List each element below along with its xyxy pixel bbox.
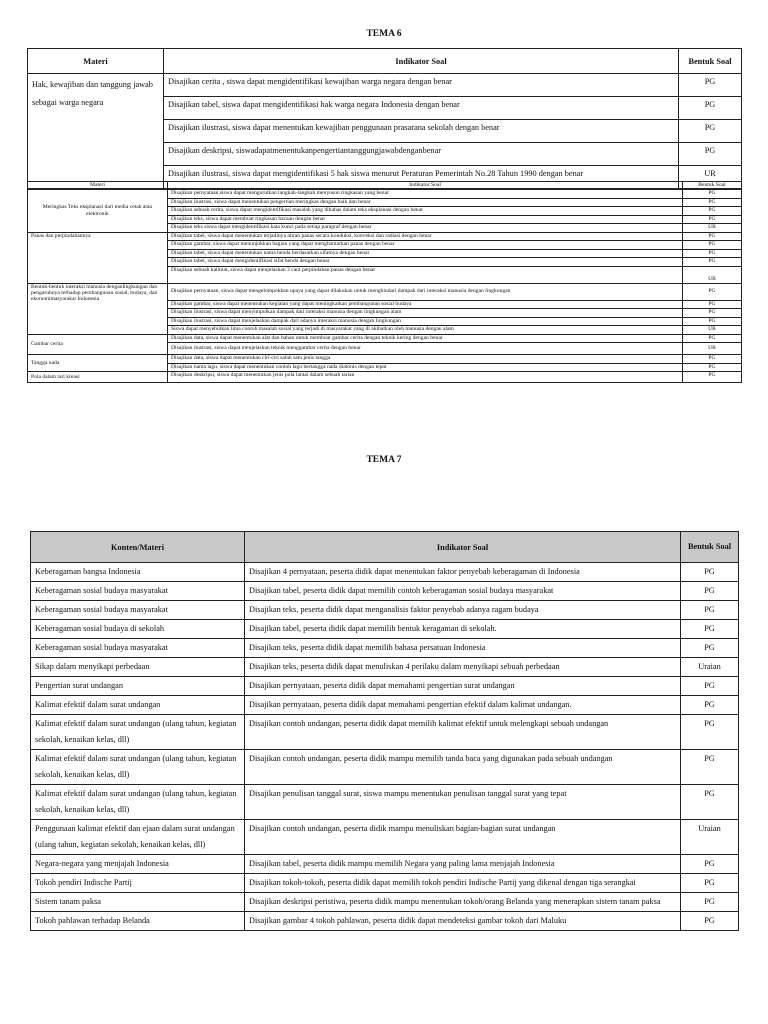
indikator-cell: Disajikan nama lagu, siswa dapat menentukan contoh lagu bertangga nada diatonis dengan tepat — [168, 363, 683, 372]
indikator-cell: Siswa dapat menyebutkan lima contoh masalah sosial yang terjadi di masyarakat yang di akibatkan oleh manusia dengan alam — [168, 326, 683, 335]
bentuk-cell: PG — [681, 620, 739, 639]
tema7-table — [30, 531, 739, 931]
bentuk-cell: PG — [683, 317, 742, 326]
bentuk-cell: UR — [679, 166, 742, 189]
indikator-cell: Disajikan ilustrasi, siswa dapat menjelaskan dampak dari adanya interaksi manusia dengan lingkungan — [168, 317, 683, 326]
indikator-cell: Disajikan pernyataan,siswa dapat mengurutkan langkah-langkah menyusun ringkasan yang benar — [168, 190, 683, 199]
bentuk-cell: Uraian — [681, 658, 739, 677]
bentuk-cell: PG — [683, 363, 742, 372]
materi-cell: Sistem tanam paksa — [31, 893, 245, 912]
table-row — [28, 232, 742, 241]
bentuk-cell: PG — [681, 582, 739, 601]
bentuk-cell: PG — [681, 912, 739, 931]
table-row — [28, 74, 742, 97]
table-row — [28, 190, 742, 199]
bentuk-cell: PG — [681, 874, 739, 893]
header-materi: Konten/Materi — [31, 532, 245, 563]
table-row — [31, 639, 739, 658]
tema6-title: TEMA 6 — [366, 29, 402, 39]
bentuk-cell: PG — [681, 715, 739, 750]
header-indikator: Indikator Soal — [168, 182, 683, 190]
materi-cell: Tokoh pahlawan terhadap Belanda — [31, 912, 245, 931]
materi-cell: Panas dan perpindahannya — [28, 232, 168, 283]
bentuk-cell: PG — [683, 372, 742, 383]
tema7-table-body — [31, 563, 739, 931]
table-row — [31, 750, 739, 785]
indikator-cell: Disajikan contoh undangan, peserta didik mampu menuliskan bagian-bagian surat undangan — [245, 820, 681, 855]
indikator-cell: Disajikan teks, siswa dapat membuat ringkasan bacaan dengan benar — [168, 215, 683, 224]
bentuk-cell: PG — [681, 563, 739, 582]
bentuk-cell: PG — [683, 249, 742, 258]
table-row — [31, 563, 739, 582]
bentuk-cell: UR — [683, 326, 742, 335]
indikator-cell: Disajikan tabel, siswa dapat mengidentifikasi hak warga negara Indonesia dengan benar — [164, 97, 679, 120]
indikator-cell: Disajikan ilustrasi, siswa dapat menyimpulkan dampak dari interaksi manusia dengan lingkungan alam — [168, 309, 683, 318]
bentuk-cell: PG — [683, 355, 742, 364]
bentuk-cell: PG — [681, 855, 739, 874]
materi-cell: Gambar cerita — [28, 334, 168, 355]
indikator-cell: Disajikan ilustrasi, siswa dapat menentukan pengertian meringkas dengan baik dan benar — [168, 198, 683, 207]
bentuk-cell: PG — [683, 215, 742, 224]
indikator-cell: Disajikan teks, peserta didik dapat menganalisis faktor penyebab adanya ragam budaya — [245, 601, 681, 620]
indikator-cell: Disajikan teks, peserta didik dapat menuliskan 4 perilaku dalam menyikapi sebuah perbedaan — [245, 658, 681, 677]
bentuk-cell: PG — [683, 198, 742, 207]
header-bentuk: Bentuk Soal — [683, 182, 742, 190]
indikator-cell: Disajikan teks siswa dapat mengidentifikasi kata kunci pada setiap paragraf dengan benar — [168, 224, 683, 233]
materi-cell: Kalimat efektif dalam surat undangan (ulang tahun, kegiatan sekolah, kenaikan kelas, dll) — [31, 715, 245, 750]
bentuk-cell: PG — [683, 232, 742, 241]
header-bentuk: Bentuk Soal — [679, 49, 742, 74]
materi-cell: Pengertian surat undangan — [31, 677, 245, 696]
bentuk-cell: Uraian — [681, 820, 739, 855]
indikator-cell: Disajikan 4 pernyataan, peserta didik dapat menentukan faktor penyebab keberagaman di Indonesia — [245, 563, 681, 582]
materi-cell: Tangga nada — [28, 355, 168, 372]
header-indikator: Indikator Soal — [245, 532, 681, 563]
table-row — [31, 785, 739, 820]
bentuk-cell: PG — [683, 283, 742, 300]
indikator-cell: Disajikan tabel, siswa dapat menentukan terjadinya aliran panas secara konduksi, konveksi dan radiasi dengan benar — [168, 232, 683, 241]
indikator-cell: Disajikan sebuah kalimat, siswa dapat menjelaskan 3 cara perpindahan panas dengan benar — [168, 266, 683, 283]
indikator-cell: Disajikan gambar, siswa dapat menentukan kegiatan yang dapat meningkatkan pembangunan sosial budaya — [168, 300, 683, 309]
table-row — [28, 372, 742, 383]
bentuk-cell: PG — [683, 300, 742, 309]
bentuk-cell: PG — [683, 207, 742, 216]
indikator-cell: Disajikan contoh undangan, peserta didik dapat memilih kalimat efektif untuk melengkapi sebuah undangan — [245, 715, 681, 750]
materi-cell: Bentuk-bentuk interaksi manusia denganlingkungan dan pengaruhnya terhadap pembangunan sosial, budaya, dan ekonomimasyarakat Indonesia — [28, 283, 168, 334]
indikator-cell: Disajikan tabel, siswa dapat menentukan nama benda berdasarkan sifatnya dengan benar — [168, 249, 683, 258]
tema6-table-1 — [27, 48, 742, 189]
bentuk-cell: PG — [683, 334, 742, 343]
table-row — [31, 912, 739, 931]
table-row — [31, 658, 739, 677]
indikator-cell: Disajikan gambar, siswa dapat menunjukkan bagian yang dapat menghantarkan panas dengan benar — [168, 241, 683, 250]
indikator-cell: Disajikan ilustrasi, siswa dapat menentukan kewajiban penggunaan prasarana sekolah dengan benar — [164, 120, 679, 143]
table-row — [31, 696, 739, 715]
materi-cell: Keberagaman bangsa Indonesia — [31, 563, 245, 582]
table-row — [31, 582, 739, 601]
table-row — [31, 715, 739, 750]
table-row — [28, 283, 742, 300]
table-row — [31, 601, 739, 620]
indikator-cell: Disajikan tokoh-tokoh, peserta didik dapat memilih tokoh pendiri Indische Partij yang dikenal dengan tiga serangkai — [245, 874, 681, 893]
indikator-cell: Disajikan data, siswa dapat menentukan ciri-ciri salah satu jenis tangga — [168, 355, 683, 364]
indikator-cell: Disajikan tabel, peserta didik dapat memilih contoh keberagaman sosial budaya masyarakat — [245, 582, 681, 601]
table-row — [31, 620, 739, 639]
indikator-cell: Disajikan cerita , siswa dapat mengidentifikasi kewajiban warga negara dengan benar — [164, 74, 679, 97]
indikator-cell: Disajikan pernyataan, peserta didik dapat memahami pengertian surat undangan — [245, 677, 681, 696]
bentuk-cell: UR — [683, 224, 742, 233]
materi-cell: Tokoh pendiri Indische Partij — [31, 874, 245, 893]
materi-cell: Kalimat efektif dalam surat undangan (ulang tahun, kegiatan sekolah, kenaikan kelas, dll) — [31, 785, 245, 820]
table-row — [31, 874, 739, 893]
header-bentuk: Bentuk Soal — [681, 532, 739, 563]
materi-cell: Kalimat efektif dalam surat undangan (ulang tahun, kegiatan sekolah, kenaikan kelas, dll) — [31, 750, 245, 785]
bentuk-cell: PG — [681, 639, 739, 658]
indikator-cell: Disajikan contoh undangan, peserta didik mampu memilih tanda baca yang digunakan pada sebuah undangan — [245, 750, 681, 785]
materi-cell: Sikap dalam menyikapi perbedaan — [31, 658, 245, 677]
materi-cell: Penggunaan kalimat efektif dan ejaan dalam surat undangan (ulang tahun, kegiatan sekolah, kenaikan kelas, dll) — [31, 820, 245, 855]
materi-cell: Hak, kewajiban dan tanggung jawab sebagai warga negara — [28, 74, 164, 189]
bentuk-cell: PG — [681, 750, 739, 785]
table-row — [28, 334, 742, 343]
bentuk-cell: PG — [679, 120, 742, 143]
indikator-cell: Disajikan tabel, peserta didik dapat memilih bentuk keragaman di sekolah. — [245, 620, 681, 639]
bentuk-cell: UR — [683, 343, 742, 355]
indikator-cell: Disajikan deskripsi, siswa dapat menentukan jenis pola lantai dalam sebuah tarian — [168, 372, 683, 383]
indikator-cell: Disajikan pernyataan, siswa dapat mengelompokkan upaya yang dapat dilakukan untuk menghindari dampak dari interaksi manusia dengan lingkungan — [168, 283, 683, 300]
materi-cell: Negara-negara yang menjajah Indonesia — [31, 855, 245, 874]
table-row — [31, 893, 739, 912]
materi-cell: Keberagaman sosial budaya masyarakat — [31, 601, 245, 620]
bentuk-cell: PG — [683, 241, 742, 250]
indikator-cell: Disajikan teks, peserta didik dapat memilih bahasa persatuan Indonesia — [245, 639, 681, 658]
bentuk-cell: PG — [679, 143, 742, 166]
indikator-cell: Disajikan tabel, peserta didik mampu memilih Negara yang paling lama menjajah Indonesia — [245, 855, 681, 874]
materi-cell: Keberagaman sosial budaya masyarakat — [31, 582, 245, 601]
bentuk-cell: PG — [683, 258, 742, 267]
indikator-cell: Disajikan penulisan tanggal surat, siswa mampu menentukan penulisan tanggal surat yang tepat — [245, 785, 681, 820]
tema7-title: TEMA 7 — [366, 455, 402, 465]
table-row — [28, 355, 742, 364]
bentuk-cell: PG — [681, 601, 739, 620]
table-row — [31, 855, 739, 874]
indikator-cell: Disajikan data, siswa dapat menentukan alat dan bahan untuk membuat gambar cerita dengan teknik kering dengan benar — [168, 334, 683, 343]
materi-cell: Pola dalam tari kreasi — [28, 372, 168, 383]
materi-cell: Kalimat efektif dalam surat undangan — [31, 696, 245, 715]
header-materi: Materi — [28, 182, 168, 190]
indikator-cell: Disajikan pernyataan, peserta didik dapat memahami pengertian efektif dalam kalimat undangan. — [245, 696, 681, 715]
indikator-cell: Disajikan sebuah cerita, siswa dapat mengidentifikasi masalah yang dibahas dalam teks eksplanasi dengan benar — [168, 207, 683, 216]
indikator-cell: Disajikan ilustrasi, siswa dapat menjelaskan teknik menggambar cerita dengan benar — [168, 343, 683, 355]
indikator-cell: Disajikan deskripsi, siswadapatmenentukanpengertiantanggungjawabdenganbenar — [164, 143, 679, 166]
bentuk-cell: PG — [679, 74, 742, 97]
bentuk-cell: PG — [683, 309, 742, 318]
indikator-cell: Disajikan deskripsi peristiwa, peserta didik mampu menentukan tokoh/orang Belanda yang menerapkan sistem tanam paksa — [245, 893, 681, 912]
table-row — [31, 677, 739, 696]
bentuk-cell: PG — [681, 677, 739, 696]
bentuk-cell: PG — [681, 893, 739, 912]
materi-cell: Keberagaman sosial budaya masyarakat — [31, 639, 245, 658]
tema6-table-2 — [27, 181, 742, 383]
materi-cell: Meringkas Teks eksplanasi dari media cetak atau elektronik — [28, 190, 168, 233]
header-indikator: Indikator Soal — [164, 49, 679, 74]
bentuk-cell: PG — [679, 97, 742, 120]
table-row — [31, 820, 739, 855]
indikator-cell: Disajikan gambar 4 tokoh pahlawan, peserta didik dapat mendeteksi gambar tokoh dari Maluku — [245, 912, 681, 931]
bentuk-cell: PG — [683, 190, 742, 199]
bentuk-cell: UR — [683, 266, 742, 283]
header-materi: Materi — [28, 49, 164, 74]
bentuk-cell: PG — [681, 785, 739, 820]
bentuk-cell: PG — [681, 696, 739, 715]
indikator-cell: Disajikan ilustrasi, siswa dapat mengidentifikasi 5 hak siswa menurut Peraturan Pemerintah No.28 Tahun 1990 dengan benar — [164, 166, 679, 189]
indikator-cell: Disajikan tabel, siswa dapat mengidentifikasi sifat benda dengan benar — [168, 258, 683, 267]
materi-cell: Keberagaman sosial budaya di sekolah — [31, 620, 245, 639]
